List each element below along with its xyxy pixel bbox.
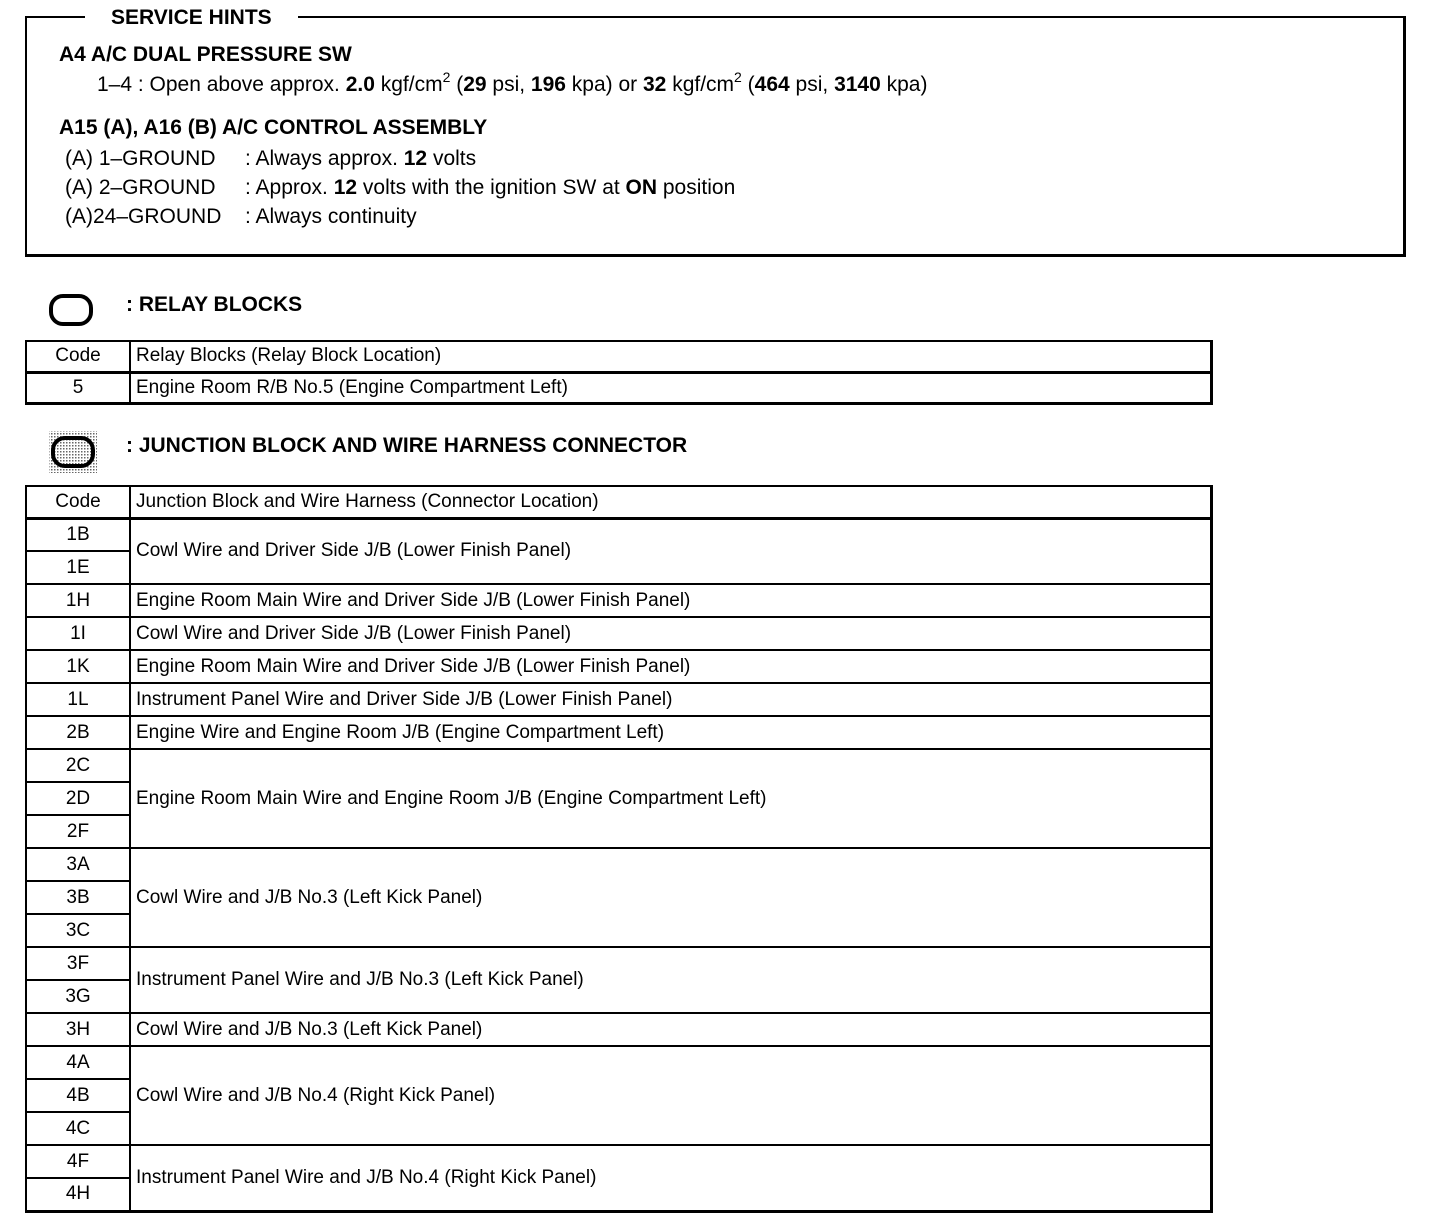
connector-description: Cowl Wire and Driver Side J/B (Lower Finish Panel) xyxy=(130,518,1212,584)
a15-row xyxy=(65,204,417,230)
connector-description: Cowl Wire and J/B No.4 (Right Kick Panel) xyxy=(130,1046,1212,1145)
connector-description: Engine Wire and Engine Room J/B (Engine Compartment Left) xyxy=(130,716,1212,749)
connector-description: Instrument Panel Wire and Driver Side J/B (Lower Finish Panel) xyxy=(130,683,1212,716)
a15-separator: : xyxy=(245,147,256,170)
relay-code: 5 xyxy=(26,372,130,403)
a15-terminal: (A) 1–GROUND xyxy=(65,147,216,170)
a15-separator: : xyxy=(245,176,256,199)
a15-text: position xyxy=(657,176,736,199)
junction-blocks-table xyxy=(25,485,1213,1213)
header-description: Junction Block and Wire Harness (Connector Location) xyxy=(130,486,1212,518)
connector-description: Instrument Panel Wire and J/B No.4 (Right Kick Panel) xyxy=(130,1145,1212,1211)
relay-blocks-title: : RELAY BLOCKS xyxy=(126,293,303,316)
table-row xyxy=(26,650,1212,683)
table-row xyxy=(26,617,1212,650)
table-row xyxy=(26,683,1212,716)
connector-code: 1L xyxy=(26,683,130,716)
connector-code: 3H xyxy=(26,1013,130,1046)
a4-spec-line: 1–4 : Open above approx. 2.0 kgf/$cm^2$ (29 psi, 196 kpa) or 32 kgf/$cm^2$ (464 psi, 3140 kpa) xyxy=(97,69,928,96)
a15-text: volts xyxy=(427,147,477,170)
connector-code: 1E xyxy=(26,551,130,584)
relay-blocks-table xyxy=(25,340,1213,405)
junction-block-icon xyxy=(48,430,98,474)
connector-code: 1B xyxy=(26,518,130,551)
table-row xyxy=(26,1145,1212,1178)
connector-code: 4C xyxy=(26,1112,130,1145)
header-code: Code xyxy=(26,341,130,372)
relay-block-icon xyxy=(48,292,94,328)
connector-code: 2F xyxy=(26,815,130,848)
a15-separator: : xyxy=(245,205,256,228)
table-row xyxy=(26,518,1212,551)
service-hints-box xyxy=(25,6,1406,257)
connector-code: 3A xyxy=(26,848,130,881)
service-hints-title: SERVICE HINTS xyxy=(85,5,298,31)
connector-code: 1K xyxy=(26,650,130,683)
a15-text: volts with the ignition SW at xyxy=(357,176,626,199)
a15-heading: A15 (A), A16 (B) A/C CONTROL ASSEMBLY xyxy=(59,116,488,139)
a4-heading: A4 A/C DUAL PRESSURE SW xyxy=(59,43,352,66)
table-row xyxy=(26,947,1212,980)
a15-text: Always approx. xyxy=(255,147,404,170)
connector-code: 2B xyxy=(26,716,130,749)
connector-description: Engine Room Main Wire and Driver Side J/B (Lower Finish Panel) xyxy=(130,584,1212,617)
table-row xyxy=(26,372,1212,403)
junction-block-symbol xyxy=(48,430,98,474)
header-description: Relay Blocks (Relay Block Location) xyxy=(130,341,1212,372)
table-header-row xyxy=(26,486,1212,518)
table-row xyxy=(26,749,1212,782)
connector-description: Instrument Panel Wire and J/B No.3 (Left Kick Panel) xyxy=(130,947,1212,1013)
connector-code: 1H xyxy=(26,584,130,617)
connector-description: Engine Room Main Wire and Engine Room J/B (Engine Compartment Left) xyxy=(130,749,1212,848)
connector-description: Cowl Wire and J/B No.3 (Left Kick Panel) xyxy=(130,848,1212,947)
a15-text: Always continuity xyxy=(255,205,417,228)
connector-code: 4A xyxy=(26,1046,130,1079)
table-row xyxy=(26,1013,1212,1046)
connector-code: 3C xyxy=(26,914,130,947)
connector-description: Engine Room Main Wire and Driver Side J/B (Lower Finish Panel) xyxy=(130,650,1212,683)
a15-row xyxy=(65,146,476,172)
header-code: Code xyxy=(26,486,130,518)
connector-description: Cowl Wire and Driver Side J/B (Lower Finish Panel) xyxy=(130,617,1212,650)
connector-code: 2D xyxy=(26,782,130,815)
a15-text: Approx. xyxy=(255,176,334,199)
connector-code: 4H xyxy=(26,1178,130,1211)
table-row xyxy=(26,716,1212,749)
connector-code: 4F xyxy=(26,1145,130,1178)
a15-value: ON xyxy=(625,176,658,199)
connector-description: Cowl Wire and J/B No.3 (Left Kick Panel) xyxy=(130,1013,1212,1046)
a15-value: 12 xyxy=(333,176,358,199)
a15-terminal: (A)24–GROUND xyxy=(65,205,222,228)
connector-code: 1I xyxy=(26,617,130,650)
table-header-row xyxy=(26,341,1212,372)
junction-blocks-title: : JUNCTION BLOCK AND WIRE HARNESS CONNECTOR xyxy=(126,434,688,457)
connector-code: 3G xyxy=(26,980,130,1013)
a15-row xyxy=(65,175,735,201)
table-row xyxy=(26,848,1212,881)
a15-value: 12 xyxy=(403,147,428,170)
connector-code: 3B xyxy=(26,881,130,914)
table-row xyxy=(26,1046,1212,1079)
connector-code: 3F xyxy=(26,947,130,980)
connector-code: 4B xyxy=(26,1079,130,1112)
a15-terminal: (A) 2–GROUND xyxy=(65,176,216,199)
relay-description: Engine Room R/B No.5 (Engine Compartment Left) xyxy=(130,372,1212,403)
table-row xyxy=(26,584,1212,617)
connector-code: 2C xyxy=(26,749,130,782)
relay-block-symbol xyxy=(48,292,94,328)
